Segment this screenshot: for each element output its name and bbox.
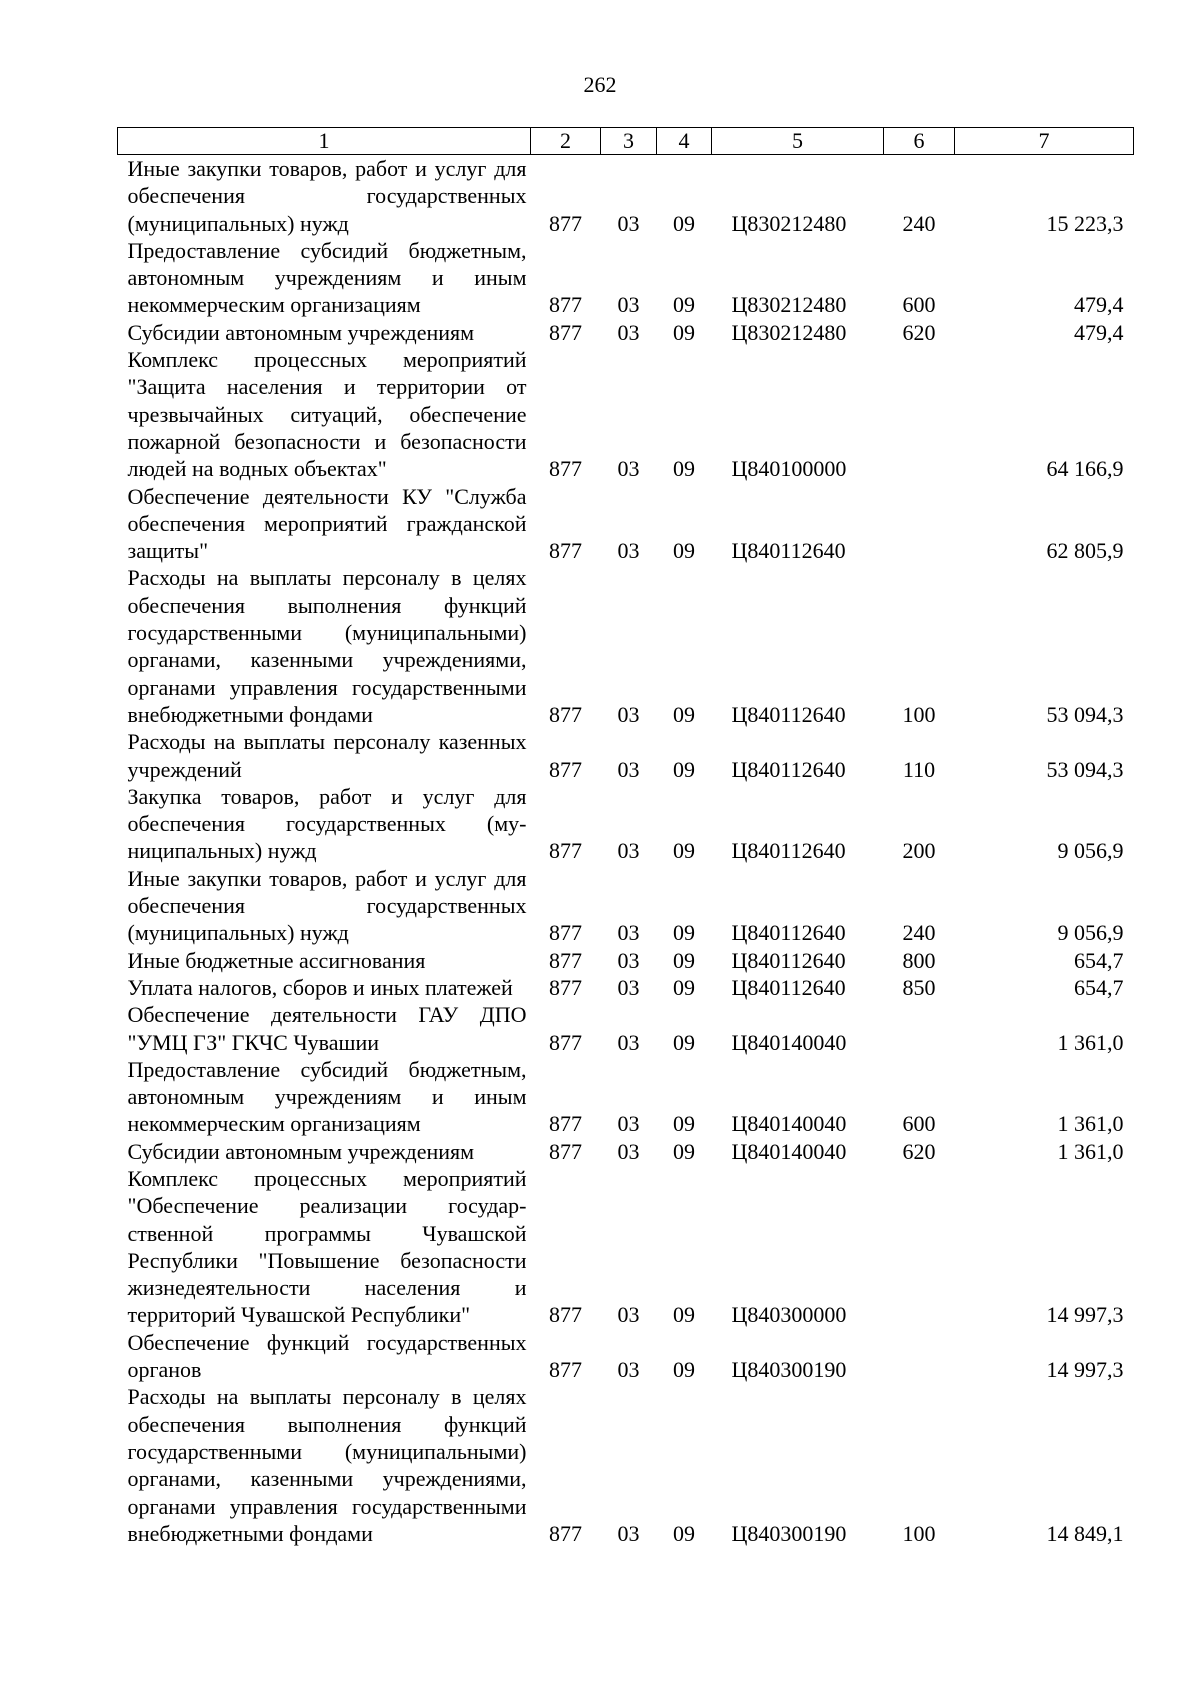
table-row xyxy=(118,483,1134,565)
target-article-code-cell: Ц840112640 xyxy=(731,974,846,1000)
ministry-code-cell: 877 xyxy=(549,1111,582,1137)
expense-name-cell: Субсидии автономным учреждениям xyxy=(127,319,475,345)
ministry-code-cell: 877 xyxy=(549,292,582,318)
table-row xyxy=(118,947,1134,974)
expense-type-code-cell: 850 xyxy=(902,974,936,1000)
subsection-code-cell: 09 xyxy=(673,1138,695,1164)
expense-type-code-cell: 600 xyxy=(902,1111,936,1137)
subsection-code-cell: 09 xyxy=(673,210,695,236)
expense-type-code-cell: 100 xyxy=(902,1520,936,1546)
table-row xyxy=(118,346,1134,482)
target-article-code-cell: Ц840140040 xyxy=(731,1029,847,1055)
table-row xyxy=(118,1138,1134,1165)
budget-table xyxy=(117,127,1134,1547)
amount-cell: 14 997,3 xyxy=(1046,1302,1124,1328)
header-col-6: 6 xyxy=(884,128,955,155)
subsection-code-cell: 09 xyxy=(673,1520,695,1546)
target-article-code-cell: Ц840112640 xyxy=(731,756,846,782)
expense-type-code-cell: 240 xyxy=(902,210,936,236)
target-article-code-cell: Ц840300000 xyxy=(731,1302,847,1328)
table-row xyxy=(118,1165,1134,1329)
section-code-cell: 03 xyxy=(617,947,640,973)
subsection-code-cell: 09 xyxy=(673,920,695,946)
expense-name-cell: Комплекс процессных мероприятий "Защита населения и территории от чрезвычайных ситуаций, обеспечение пожарной безопасности и безопасности людей на водных объектах" xyxy=(127,347,527,482)
page-number: 262 xyxy=(583,72,617,97)
header-col-7: 7 xyxy=(955,128,1134,155)
ministry-code-cell: 877 xyxy=(549,838,582,864)
ministry-code-cell: 877 xyxy=(549,210,582,236)
target-article-code-cell: Ц840112640 xyxy=(731,947,846,973)
expense-type-code-cell: 100 xyxy=(902,701,936,727)
amount-cell: 1 361,0 xyxy=(1057,1138,1124,1164)
ministry-code-cell: 877 xyxy=(549,701,582,727)
ministry-code-cell: 877 xyxy=(549,1138,582,1164)
table-row xyxy=(118,1056,1134,1138)
subsection-code-cell: 09 xyxy=(673,974,695,1000)
expense-type-code-cell: 600 xyxy=(902,292,936,318)
expense-type-code-cell: 620 xyxy=(902,1138,936,1164)
subsection-code-cell: 09 xyxy=(673,538,695,564)
target-article-code-cell: Ц840300190 xyxy=(731,1520,847,1546)
expense-name-cell: Предоставление субсидий бюджетным, автономным учреждениям и иным некоммерческим организациям xyxy=(127,1056,527,1137)
section-code-cell: 03 xyxy=(617,319,640,345)
ministry-code-cell: 877 xyxy=(549,1029,582,1055)
expense-type-code-cell xyxy=(884,346,955,482)
subsection-code-cell: 09 xyxy=(673,1029,695,1055)
expense-name-cell: Закупка товаров, работ и услуг для обеспечения государственных (муниципальных) нужд xyxy=(127,783,527,864)
expense-name-cell: Расходы на выплаты персоналу в целях обеспечения выполнения функций государственными (муниципальными) органами, казенными учреждениями, органами управления государственными внебюджетными фондами xyxy=(127,1384,527,1546)
amount-cell: 62 805,9 xyxy=(1046,538,1124,564)
amount-cell: 654,7 xyxy=(1074,974,1124,1000)
target-article-code-cell: Ц830212480 xyxy=(731,210,847,236)
table-row xyxy=(118,237,1134,319)
target-article-code-cell: Ц830212480 xyxy=(731,292,847,318)
table-row xyxy=(118,1383,1134,1547)
ministry-code-cell: 877 xyxy=(549,920,582,946)
expense-type-code-cell xyxy=(884,1329,955,1384)
subsection-code-cell: 09 xyxy=(673,456,695,482)
table-row xyxy=(118,974,1134,1001)
subsection-code-cell: 09 xyxy=(673,1111,695,1137)
expense-name-cell: Иные бюджетные ассигнования xyxy=(127,947,426,973)
ministry-code-cell: 877 xyxy=(549,319,582,345)
expense-name-cell: Предоставление субсидий бюджетным, автономным учреждениям и иным некоммерческим организациям xyxy=(127,237,527,318)
section-code-cell: 03 xyxy=(617,1302,640,1328)
table-row xyxy=(118,728,1134,783)
section-code-cell: 03 xyxy=(617,538,640,564)
expense-type-code-cell: 240 xyxy=(902,920,936,946)
expense-name-cell: Иные закупки товаров, работ и услуг для обеспечения государственных (муниципальных) нужд xyxy=(127,156,527,236)
section-code-cell: 03 xyxy=(617,210,640,236)
ministry-code-cell: 877 xyxy=(549,756,582,782)
subsection-code-cell: 09 xyxy=(673,947,695,973)
section-code-cell: 03 xyxy=(617,1111,640,1137)
section-code-cell: 03 xyxy=(617,974,640,1000)
expense-type-code-cell: 620 xyxy=(902,319,936,345)
expense-type-code-cell: 110 xyxy=(902,756,936,782)
expense-type-code-cell xyxy=(884,1001,955,1056)
header-col-3: 3 xyxy=(601,128,657,155)
section-code-cell: 03 xyxy=(617,292,640,318)
header-col-5: 5 xyxy=(712,128,884,155)
table-row xyxy=(118,564,1134,728)
section-code-cell: 03 xyxy=(617,701,640,727)
table-row xyxy=(118,1329,1134,1384)
expense-name-cell: Обеспечение деятельности КУ "Служба обеспечения мероприятий гражданской защиты" xyxy=(127,483,527,564)
header-col-2: 2 xyxy=(531,128,601,155)
target-article-code-cell: Ц830212480 xyxy=(731,319,847,345)
target-article-code-cell: Ц840112640 xyxy=(731,838,846,864)
expense-name-cell: Обеспечение деятельности ГАУ ДПО "УМЦ ГЗ" ГКЧС Чувашии xyxy=(127,1002,527,1055)
table-row xyxy=(118,783,1134,865)
expense-type-code-cell xyxy=(884,483,955,565)
amount-cell: 14 997,3 xyxy=(1046,1357,1124,1383)
ministry-code-cell: 877 xyxy=(549,456,582,482)
subsection-code-cell: 09 xyxy=(673,1302,695,1328)
amount-cell: 64 166,9 xyxy=(1046,456,1124,482)
expense-name-cell: Расходы на выплаты персоналу казенных учреждений xyxy=(127,729,527,782)
amount-cell: 15 223,3 xyxy=(1046,210,1124,236)
target-article-code-cell: Ц840140040 xyxy=(731,1111,847,1137)
amount-cell: 9 056,9 xyxy=(1057,838,1124,864)
target-article-code-cell: Ц840112640 xyxy=(731,538,846,564)
ministry-code-cell: 877 xyxy=(549,1357,582,1383)
section-code-cell: 03 xyxy=(617,838,640,864)
target-article-code-cell: Ц840300190 xyxy=(731,1357,847,1383)
section-code-cell: 03 xyxy=(617,1357,640,1383)
amount-cell: 654,7 xyxy=(1074,947,1124,973)
section-code-cell: 03 xyxy=(617,456,640,482)
section-code-cell: 03 xyxy=(617,1138,640,1164)
header-col-4: 4 xyxy=(657,128,712,155)
amount-cell: 1 361,0 xyxy=(1057,1029,1124,1055)
amount-cell: 479,4 xyxy=(1074,319,1124,345)
table-row xyxy=(118,1001,1134,1056)
amount-cell: 53 094,3 xyxy=(1046,756,1124,782)
section-code-cell: 03 xyxy=(617,920,640,946)
amount-cell: 53 094,3 xyxy=(1046,701,1124,727)
expense-type-code-cell: 200 xyxy=(902,838,936,864)
ministry-code-cell: 877 xyxy=(549,1302,582,1328)
subsection-code-cell: 09 xyxy=(673,838,695,864)
amount-cell: 14 849,1 xyxy=(1046,1520,1124,1546)
subsection-code-cell: 09 xyxy=(673,756,695,782)
ministry-code-cell: 877 xyxy=(549,538,582,564)
section-code-cell: 03 xyxy=(617,756,640,782)
expense-name-cell: Субсидии автономным учреждениям xyxy=(127,1138,475,1164)
table-row xyxy=(118,155,1134,237)
target-article-code-cell: Ц840140040 xyxy=(731,1138,847,1164)
expense-name-cell: Комплекс процессных мероприятий "Обеспечение реализации государственной программы Чувашской Республики "Повышение безопасности жизнедеятельности населения и территорий Чувашской Республики" xyxy=(127,1165,527,1328)
subsection-code-cell: 09 xyxy=(673,1357,695,1383)
subsection-code-cell: 09 xyxy=(673,319,695,345)
subsection-code-cell: 09 xyxy=(673,701,695,727)
target-article-code-cell: Ц840100000 xyxy=(731,456,847,482)
target-article-code-cell: Ц840112640 xyxy=(731,701,846,727)
header-row xyxy=(118,128,1134,155)
amount-cell: 9 056,9 xyxy=(1057,920,1124,946)
table-row xyxy=(118,865,1134,947)
ministry-code-cell: 877 xyxy=(549,947,582,973)
ministry-code-cell: 877 xyxy=(549,974,582,1000)
subsection-code-cell: 09 xyxy=(673,292,695,318)
table-row xyxy=(118,319,1134,346)
table-body xyxy=(118,155,1134,1548)
header-col-1: 1 xyxy=(118,128,531,155)
expense-name-cell: Расходы на выплаты персоналу в целях обеспечения выполнения функций государственными (муниципальными) органами, казенными учреждениями, органами управления государственными внебюджетными фондами xyxy=(127,565,527,727)
ministry-code-cell: 877 xyxy=(549,1520,582,1546)
expense-name-cell: Уплата налогов, сборов и иных платежей xyxy=(127,974,513,1000)
expense-type-code-cell: 800 xyxy=(902,947,936,973)
section-code-cell: 03 xyxy=(617,1520,640,1546)
amount-cell: 479,4 xyxy=(1074,292,1124,318)
table-header xyxy=(118,128,1134,155)
expense-type-code-cell xyxy=(884,1165,955,1329)
expense-name-cell: Иные закупки товаров, работ и услуг для обеспечения государственных (муниципальных) нужд xyxy=(127,865,527,946)
amount-cell: 1 361,0 xyxy=(1057,1111,1124,1137)
target-article-code-cell: Ц840112640 xyxy=(731,920,846,946)
section-code-cell: 03 xyxy=(617,1029,640,1055)
expense-name-cell: Обеспечение функций государственных органов xyxy=(127,1329,527,1383)
